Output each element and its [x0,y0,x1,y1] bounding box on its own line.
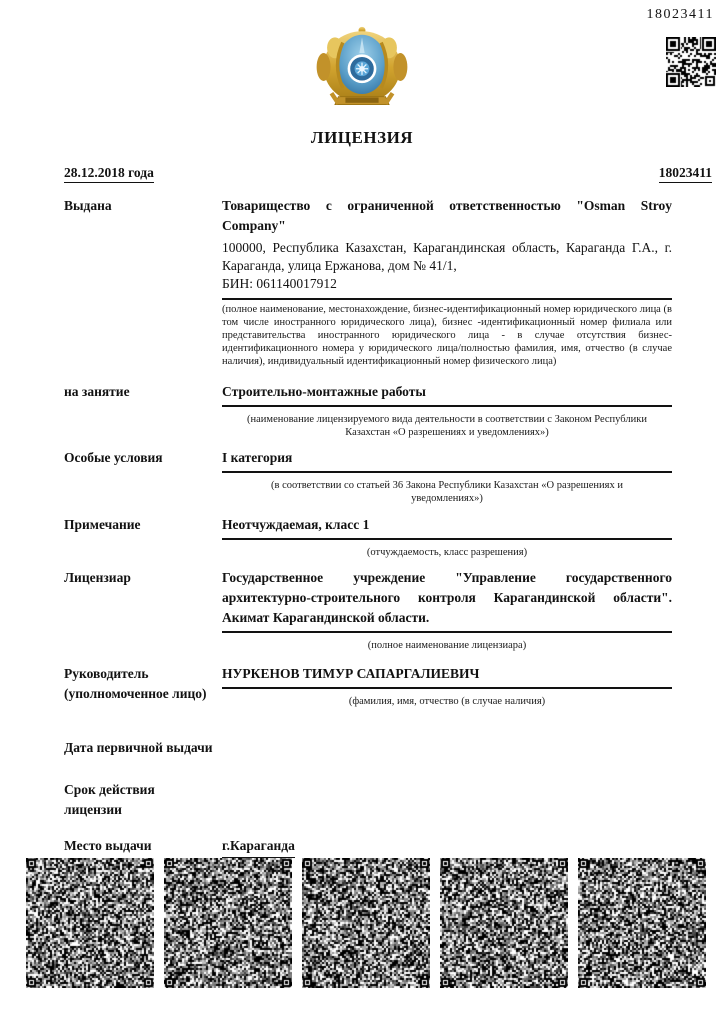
field-head-note: (фамилия, имя, отчество (в случае наличия) [348,696,546,707]
field-place [64,836,712,858]
field-remark-label: Примечание [64,517,141,532]
company-address: 100000, Республика Казахстан, Карагандинская область, Караганда Г.А., г. Караганда, улица Ержанова, дом № 41/1, [222,240,672,273]
document-body [64,165,712,858]
field-issued [64,196,712,368]
field-remark-note: (отчуждаемость, класс разрешения) [366,547,528,558]
qr-code-icon [666,37,716,87]
field-validity-label: Срок действия лицензии [64,782,155,817]
field-activity [64,382,712,439]
security-stamp [440,858,568,988]
licensor-value: Государственное учреждение "Управление государственного архитектурно-строительного контроля Карагандинской области". Акимат Карагандинской области. [222,568,672,633]
field-special-label: Особые условия [64,450,163,465]
field-head-label: Руководитель (уполномоченное лицо) [64,666,207,701]
serial-number-top: 18023411 [646,7,714,22]
field-issued-note: (полное наименование, местонахождение, бизнес-идентификационный номер юридического лица (в том числе иностранного юридического лица), бизнес -идентификационный номер филиала или представительства иностранного юридического лица - в случае отсутствия бизнес-идентификационного номера у юридического лица/полностью фамилия, имя, отчество (в случае наличия), индивидуальный идентификационный номер физического лица) [222,298,672,368]
security-stamp [26,858,154,988]
field-licensor-label: Лицензиар [64,570,131,585]
activity-value: Строительно-монтажные работы [222,382,672,407]
security-stamps-strip [26,858,706,988]
field-place-label: Место выдачи [64,838,152,853]
special-value: I категория [222,448,672,473]
page-title: ЛИЦЕНЗИЯ [310,128,414,147]
license-number: 18023411 [659,165,712,183]
field-licensor [64,568,712,652]
field-remark [64,515,712,559]
security-stamp [302,858,430,988]
date-number-row [64,165,712,183]
field-special-note: (в соответствии со статьей 36 Закона Республики Казахстан «О разрешениях и уведомлениях») [271,480,623,504]
remark-value: Неотчуждаемая, класс 1 [222,515,672,540]
place-value: г.Караганда [222,836,295,858]
company-bin: БИН: 061140017912 [222,276,337,291]
company-name: Товарищество с ограниченной ответственностью "Osman Stroy Company" [222,198,672,233]
issue-date: 28.12.2018 года [64,165,154,183]
coat-of-arms-icon [314,23,410,111]
field-special-conditions [64,448,712,505]
field-validity [64,780,712,820]
field-activity-label: на занятие [64,384,130,399]
field-activity-note: (наименование лицензируемого вида деятельности в соответствии с Законом Республики Казахстан «О разрешениях и уведомлениях») [247,414,647,438]
field-first-issue-label: Дата первичной выдачи [64,740,213,755]
field-head [64,664,712,708]
field-first-issue [64,738,712,758]
security-stamp [578,858,706,988]
head-value: НУРКЕНОВ ТИМУР САПАРГАЛИЕВИЧ [222,664,672,689]
field-licensor-note: (полное наименование лицензиара) [367,640,527,651]
field-issued-label: Выдана [64,198,112,213]
security-stamp [164,858,292,988]
